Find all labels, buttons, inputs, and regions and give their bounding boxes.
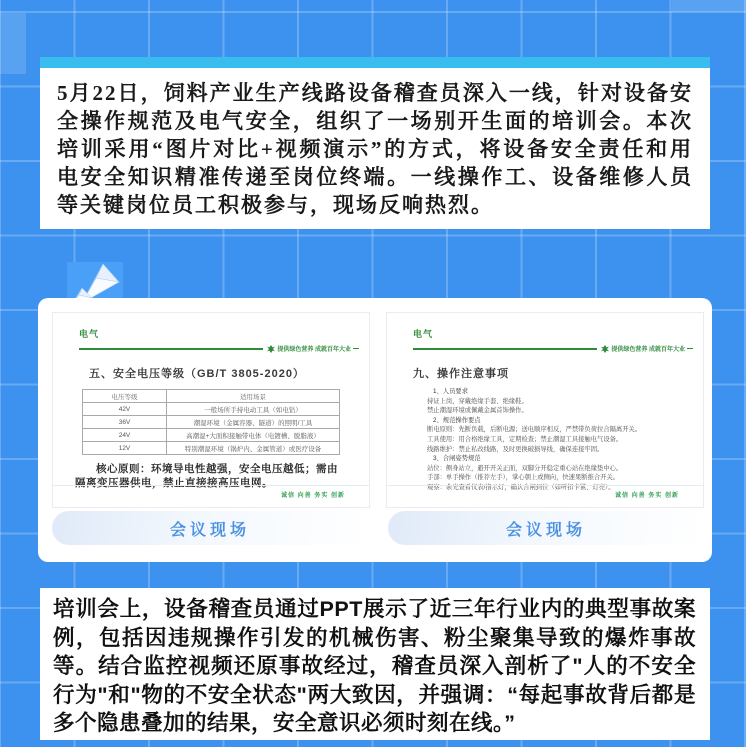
background-highlight-cell (672, 0, 746, 12)
list-item: 持证上岗，穿戴绝缘手套、绝缘鞋。 (427, 397, 528, 405)
cyan-accent-bar (40, 57, 710, 68)
voltage-table (82, 389, 340, 455)
brand-logo (267, 344, 359, 353)
cell-scenario: 特别潮湿环境（锅炉内、金属管道）或医疗设备 (167, 442, 340, 455)
list-item: 断电原则：先断负载，后断电源；送电顺序相反，严禁带负荷拉合隔离开关。 (427, 426, 642, 434)
brand-slogan: 提供绿色营养 成就百年大业 (611, 347, 685, 353)
cell-voltage: 42V (83, 403, 167, 416)
meeting-scene-button-right[interactable]: 会议现场 (388, 511, 704, 545)
brand-dash (687, 348, 693, 350)
brand-slogan: 提供绿色营养 成就百年大业 (277, 347, 351, 353)
list-item: 禁止潮湿环境或佩戴金属首饰操作。 (427, 407, 528, 415)
table-row (83, 442, 340, 455)
table-row (83, 429, 340, 442)
col-header-scenario: 适用场景 (167, 390, 340, 403)
list-item: 站位：侧身站立，避开开关正面，双脚分开稳定重心站在绝缘垫中心。 (427, 464, 623, 472)
brand-leaf-icon (267, 345, 275, 353)
green-divider (413, 348, 597, 350)
slide-footer-motto: 诚信 向善 务实 创新 (53, 485, 369, 499)
list-heading: 2、规范操作要点 (433, 416, 481, 424)
slide-footer-motto: 诚信 向善 务实 创新 (387, 485, 703, 499)
background-highlight-cell (0, 13, 26, 74)
list-item: 手部：单手操作（推荐左手），掌心朝上或侧向，快速果断推合开关。 (427, 474, 620, 482)
slides-panel (38, 298, 712, 562)
core-principle-note: 核心原则：环境导电性越强，安全电压越低；需由隔离变压器供电，禁止直接接高压电网。 (75, 463, 338, 489)
body-paragraph: 培训会上，设备稽查员通过PPT展示了近三年行业内的典型事故案例，包括因违规操作引发的机械伤害、粉尘聚集导致的爆炸事故等。结合监控视频还原事故经过，稽查员深入剖析了"人的不安全行为"和"物的不安全状态"两大致因，并强调：“每起事故背后都是多个隐患叠加的结果，安全意识必须时刻在线。” (53, 597, 696, 736)
list-heading: 1、人员要求 (433, 388, 468, 395)
list-item: 线路维护：禁止私改线路，及时更换破损导线，确保连接牢固。 (427, 445, 604, 453)
green-divider (79, 348, 263, 350)
cell-scenario: 高潮湿+大面积接触带电体（电镀槽、脱脂液） (167, 429, 340, 442)
slide-voltage-levels (52, 312, 370, 508)
intro-paragraph: 5月22日，饲料产业生产线路设备稽查员深入一线，针对设备安全操作规范及电气安全，组织了一场别开生面的培训会。本次培训采用“图片对比+视频演示”的方式，将设备安全责任和用电安全知识精准传递至岗位终端。一线操作工、设备维修人员等关键岗位员工积极参与，现场反响热烈。 (57, 81, 693, 217)
col-header-voltage: 电压等级 (83, 390, 167, 403)
list-heading: 3、合闸姿势规范 (433, 455, 481, 463)
cell-scenario: 潮湿环境（金属容器、隧道）的照明/工具 (167, 416, 340, 429)
meeting-scene-button-left[interactable]: 会议现场 (52, 511, 368, 545)
table-row (83, 416, 340, 429)
brand-leaf-icon (601, 345, 609, 353)
slide-title: 九、操作注意事项 (413, 368, 509, 380)
cell-voltage: 12V (83, 442, 167, 455)
table-row (83, 403, 340, 416)
operation-notes-list (427, 387, 693, 493)
slide-category-tag: 电气 (79, 329, 100, 339)
brand-logo (601, 344, 693, 353)
cell-voltage: 36V (83, 416, 167, 429)
list-item: 工具使用：用合格绝缘工具，定期检查；禁止潮湿工具接触电气设备。 (427, 435, 623, 443)
slide-operation-notes (386, 312, 704, 508)
brand-dash (353, 348, 359, 350)
slide-title: 五、安全电压等级（GB/T 3805-2020） (89, 368, 305, 380)
intro-card (40, 57, 710, 229)
table-header-row (83, 390, 340, 403)
cell-voltage: 24V (83, 429, 167, 442)
body-card (40, 588, 710, 740)
slide-category-tag: 电气 (413, 329, 434, 339)
cell-scenario: 一般场所手持电动工具（如电钻） (167, 403, 340, 416)
list-item: 观察：余光查看仪表/指示灯，确认合闸到位（如听扣卡紧、灯亮）。 (427, 483, 615, 491)
